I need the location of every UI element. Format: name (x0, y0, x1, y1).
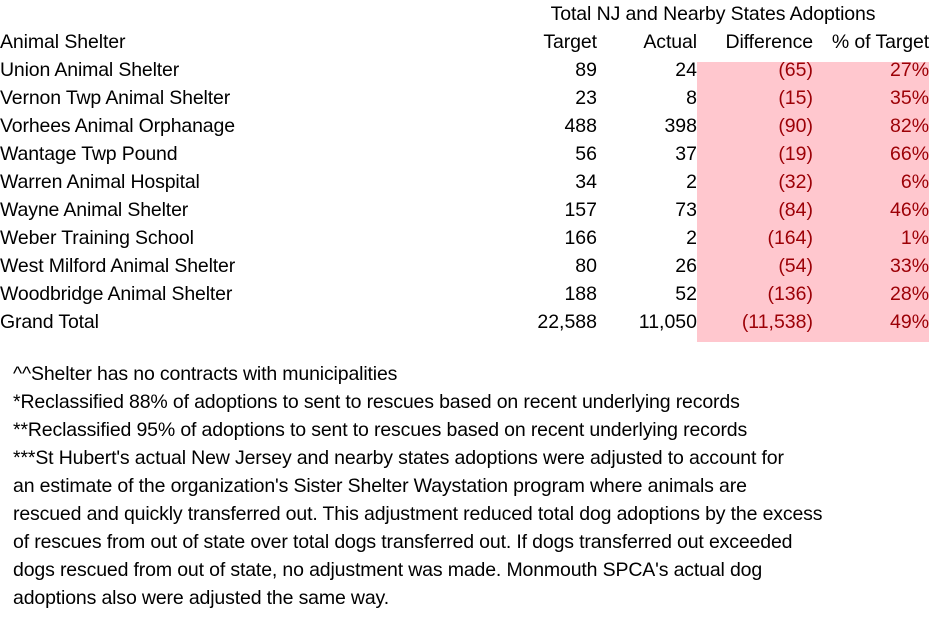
shelter-name: Vorhees Animal Orphanage (0, 115, 235, 137)
difference-value: (32) (778, 171, 813, 193)
table-row-grand-total (0, 308, 929, 336)
difference-value: (164) (767, 227, 813, 249)
difference-value: (19) (778, 143, 813, 165)
table-row (0, 168, 929, 196)
shelter-name: Union Animal Shelter (0, 59, 180, 81)
shelter-name: Grand Total (0, 311, 99, 333)
target-value: 166 (564, 227, 597, 249)
actual-value: 2 (686, 171, 697, 193)
percent-of-target-value: 66% (890, 143, 930, 165)
percent-of-target-value: 27% (890, 59, 930, 81)
difference-value: (54) (778, 255, 813, 277)
table-title-row (0, 0, 929, 28)
difference-value: (136) (767, 283, 813, 305)
target-value: 188 (564, 283, 597, 305)
percent-of-target-value: 46% (890, 199, 930, 221)
footnote-line: rescued and quickly transferred out. This adjustment reduced total dog adoptions by the excess (13, 503, 823, 525)
shelter-name: Wayne Animal Shelter (0, 199, 189, 221)
footnote-line: an estimate of the organization's Sister Shelter Waystation program where animals are (13, 475, 747, 497)
target-value: 56 (575, 143, 597, 165)
shelter-name: Vernon Twp Animal Shelter (0, 87, 231, 109)
actual-value: 11,050 (638, 311, 697, 333)
footnote-line: adoptions also were adjusted the same way. (13, 587, 389, 609)
table-header-row (0, 28, 929, 56)
footnote-line: ^^Shelter has no contracts with municipalities (13, 363, 398, 385)
column-header-actual: Actual (643, 31, 697, 53)
footnote-line: *Reclassified 88% of adoptions to sent to rescues based on recent underlying records (13, 391, 740, 413)
footnote-line: ***St Hubert's actual New Jersey and nearby states adoptions were adjusted to account for (13, 447, 784, 469)
actual-value: 37 (675, 143, 697, 165)
percent-of-target-value: 28% (890, 283, 930, 305)
percent-of-target-value: 49% (890, 311, 930, 333)
difference-value: (15) (778, 87, 813, 109)
shelter-name: West Milford Animal Shelter (0, 255, 236, 277)
column-header-animal-shelter: Animal Shelter (0, 31, 126, 53)
difference-value: (11,538) (741, 311, 813, 333)
actual-value: 8 (686, 87, 697, 109)
actual-value: 2 (686, 227, 697, 249)
footnote-line: of rescues from out of state over total dogs transferred out. If dogs transferred out exceeded (13, 531, 793, 553)
actual-value: 24 (675, 59, 697, 81)
percent-of-target-value: 35% (890, 87, 930, 109)
actual-value: 73 (675, 199, 697, 221)
target-value: 488 (564, 115, 597, 137)
table-row (0, 84, 929, 112)
difference-value: (65) (778, 59, 813, 81)
actual-value: 398 (664, 115, 697, 137)
spacer-cell (0, 0, 497, 28)
table-row (0, 252, 929, 280)
target-value: 23 (575, 87, 597, 109)
shelter-name: Wantage Twp Pound (0, 143, 178, 165)
target-value: 157 (564, 199, 597, 221)
table-row (0, 56, 929, 84)
table-title: Total NJ and Nearby States Adoptions (550, 3, 876, 25)
actual-value: 26 (675, 255, 697, 277)
difference-value: (84) (778, 199, 813, 221)
shelter-name: Warren Animal Hospital (0, 171, 200, 193)
column-header-difference: Difference (725, 31, 813, 53)
column-header-percent-of-target: % of Target (831, 31, 930, 53)
footnotes-block (0, 360, 936, 612)
table-row (0, 196, 929, 224)
table-row (0, 112, 929, 140)
difference-value: (90) (778, 115, 813, 137)
percent-of-target-value: 1% (900, 227, 930, 249)
footnote-line: **Reclassified 95% of adoptions to sent to rescues based on recent underlying records (13, 419, 748, 441)
target-value: 89 (575, 59, 597, 81)
table-row (0, 280, 929, 308)
footnote-line: dogs rescued from out of state, no adjustment was made. Monmouth SPCA's actual dog (13, 559, 763, 581)
target-value: 80 (575, 255, 597, 277)
target-value: 34 (575, 171, 597, 193)
table-row (0, 224, 929, 252)
shelter-name: Weber Training School (0, 227, 194, 249)
table-row (0, 140, 929, 168)
column-header-target: Target (543, 31, 597, 53)
shelter-name: Woodbridge Animal Shelter (0, 283, 233, 305)
percent-of-target-value: 82% (890, 115, 930, 137)
actual-value: 52 (675, 283, 697, 305)
target-value: 22,588 (537, 311, 597, 333)
percent-of-target-value: 33% (890, 255, 930, 277)
percent-of-target-value: 6% (900, 171, 930, 193)
